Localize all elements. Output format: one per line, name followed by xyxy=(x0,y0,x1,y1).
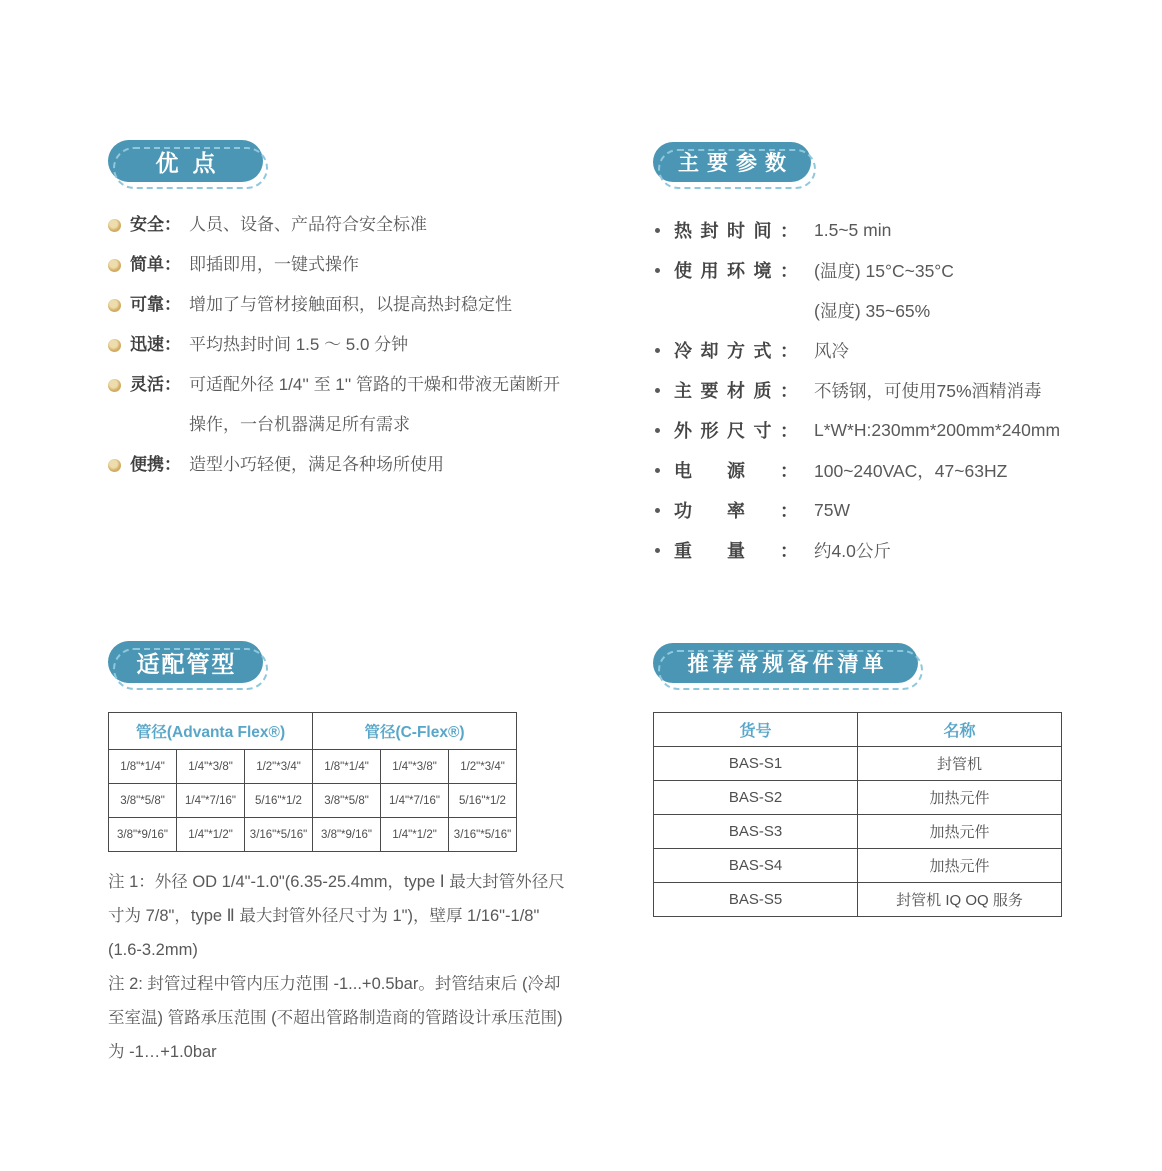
table-cell: BAS-S2 xyxy=(654,781,858,815)
parameter-row xyxy=(653,330,1143,370)
table-cell: 3/16"*5/16" xyxy=(245,818,313,852)
parameter-row xyxy=(653,450,1143,490)
parameters-section xyxy=(653,142,1143,570)
advantage-text: 增加了与管材接触面积，以提高热封稳定性 xyxy=(189,295,512,314)
advantage-text: 即插即用，一键式操作 xyxy=(189,255,359,274)
parameter-value: L*W*H:230mm*200mm*240mm xyxy=(814,419,1061,440)
table-cell: BAS-S1 xyxy=(654,747,858,781)
gold-bullet-icon xyxy=(108,379,121,392)
advantage-text: 造型小巧轻便，满足各种场所使用 xyxy=(189,455,444,474)
parameter-value: 约4.0公斤 xyxy=(814,540,891,561)
parameter-value: 75W xyxy=(814,499,850,520)
tubing-note: 注 1：外径 OD 1/4"-1.0"(6.35-25.4mm，type Ⅰ 最大封管外径尺寸为 7/8"，type Ⅱ 最大封管外径尺寸为 1")，壁厚 1/16"-1/8"(1.6-3.2mm) xyxy=(108,873,565,959)
table-cell: BAS-S5 xyxy=(654,883,858,917)
advantage-label: 灵活： xyxy=(130,375,181,394)
table-cell: 1/4"*7/16" xyxy=(381,784,449,818)
parameter-row xyxy=(653,410,1143,450)
advantages-title: 优点 xyxy=(155,149,230,176)
tubing-column-header: 管径(Advanta Flex®) xyxy=(109,713,313,750)
tubing-title: 适配管型 xyxy=(136,650,237,677)
advantage-text: 人员、设备、产品符合安全标准 xyxy=(189,215,427,234)
table-cell: 1/4"*3/8" xyxy=(177,750,245,784)
advantage-item xyxy=(108,365,590,445)
table-cell: 1/4"*1/2" xyxy=(381,818,449,852)
gold-bullet-icon xyxy=(108,219,121,232)
dot-bullet-icon xyxy=(655,228,660,233)
parameter-label: 外形尺寸： xyxy=(674,421,798,441)
advantage-label: 迅速： xyxy=(130,335,181,354)
parameter-value: 100~240VAC，47~63HZ xyxy=(814,460,1008,481)
dot-bullet-icon xyxy=(655,428,660,433)
parameter-row xyxy=(653,290,1143,330)
parameter-row xyxy=(653,250,1143,290)
tubing-badge xyxy=(108,641,263,683)
parameter-value: 1.5~5 min xyxy=(814,219,892,240)
dot-bullet-icon xyxy=(655,468,660,473)
spare-parts-badge xyxy=(653,643,918,683)
gold-bullet-icon xyxy=(108,299,121,312)
spare-parts-section xyxy=(653,643,1073,917)
table-cell: BAS-S3 xyxy=(654,815,858,849)
dot-bullet-icon xyxy=(655,268,660,273)
parameter-value: (温度) 15°C~35°C xyxy=(814,260,954,281)
advantage-item xyxy=(108,245,590,285)
parameter-value: (湿度) 35~65% xyxy=(814,300,931,321)
table-cell: 1/8"*1/4" xyxy=(109,750,177,784)
table-row xyxy=(654,815,1062,849)
table-cell: 1/4"*3/8" xyxy=(381,750,449,784)
advantages-badge xyxy=(108,140,263,182)
table-cell: 3/16"*5/16" xyxy=(449,818,517,852)
parameter-value: 不锈钢，可使用75%酒精消毒 xyxy=(814,380,1042,401)
table-cell: 5/16"*1/2 xyxy=(245,784,313,818)
table-cell: 1/2"*3/4" xyxy=(449,750,517,784)
spare-parts-table xyxy=(653,712,1062,917)
table-row xyxy=(109,818,517,852)
dot-bullet-icon xyxy=(655,388,660,393)
parameter-row xyxy=(653,490,1143,530)
tubing-header-row xyxy=(109,713,517,750)
parameter-label: 主要材质： xyxy=(674,381,798,401)
table-cell: 封管机 IQ OQ 服务 xyxy=(858,883,1062,917)
dot-bullet-icon xyxy=(655,348,660,353)
advantages-section xyxy=(108,140,590,485)
tubing-section xyxy=(108,641,566,1069)
gold-bullet-icon xyxy=(108,459,121,472)
table-cell: BAS-S4 xyxy=(654,849,858,883)
table-row xyxy=(654,781,1062,815)
table-cell: 3/8"*9/16" xyxy=(313,818,381,852)
parameter-value: 风冷 xyxy=(814,340,849,361)
parameters-title: 主要参数 xyxy=(678,152,794,175)
table-row xyxy=(109,750,517,784)
parameter-row xyxy=(653,210,1143,250)
table-row xyxy=(654,883,1062,917)
parameter-label: 冷却方式： xyxy=(674,341,798,361)
tubing-column-header: 管径(C-Flex®) xyxy=(313,713,517,750)
advantage-item xyxy=(108,205,590,245)
spare-parts-title: 推荐常规备件清单 xyxy=(687,653,888,676)
parameter-label: 功率： xyxy=(674,501,798,521)
parameter-label: 热封时间： xyxy=(674,221,798,241)
table-cell: 5/16"*1/2 xyxy=(449,784,517,818)
table-cell: 1/2"*3/4" xyxy=(245,750,313,784)
parts-header-row xyxy=(654,713,1062,747)
table-cell: 3/8"*9/16" xyxy=(109,818,177,852)
advantage-item xyxy=(108,285,590,325)
advantage-label: 安全： xyxy=(130,215,181,234)
table-cell: 加热元件 xyxy=(858,781,1062,815)
table-cell: 1/4"*1/2" xyxy=(177,818,245,852)
parameters-list xyxy=(653,210,1143,570)
parameter-row xyxy=(653,530,1143,570)
table-cell: 加热元件 xyxy=(858,849,1062,883)
gold-bullet-icon xyxy=(108,259,121,272)
dot-bullet-icon xyxy=(655,548,660,553)
table-cell: 3/8"*5/8" xyxy=(313,784,381,818)
advantage-item xyxy=(108,445,590,485)
table-cell: 封管机 xyxy=(858,747,1062,781)
table-row xyxy=(654,747,1062,781)
table-cell: 1/8"*1/4" xyxy=(313,750,381,784)
table-row xyxy=(654,849,1062,883)
parameter-label: 使用环境： xyxy=(674,261,798,281)
parameter-label: 电源： xyxy=(674,461,798,481)
advantage-label: 简单： xyxy=(130,255,181,274)
advantage-text: 可适配外径 1/4'' 至 1'' 管路的干燥和带液无菌断开操作，一台机器满足所有需求 xyxy=(189,375,560,434)
table-cell: 3/8"*5/8" xyxy=(109,784,177,818)
parameter-label: 重量： xyxy=(674,541,798,561)
advantages-list xyxy=(108,205,590,485)
table-row xyxy=(109,784,517,818)
advantage-label: 可靠： xyxy=(130,295,181,314)
parts-column-header: 名称 xyxy=(858,713,1062,747)
parts-column-header: 货号 xyxy=(654,713,858,747)
gold-bullet-icon xyxy=(108,339,121,352)
parameter-row xyxy=(653,370,1143,410)
table-cell: 1/4"*7/16" xyxy=(177,784,245,818)
table-cell: 加热元件 xyxy=(858,815,1062,849)
dot-bullet-icon xyxy=(655,508,660,513)
tubing-note: 注 2: 封管过程中管内压力范围 -1...+0.5bar。封管结束后 (冷却至室温) 管路承压范围 (不超出管路制造商的管踏设计承压范围) 为 -1…+1.0bar xyxy=(108,975,563,1061)
tubing-notes xyxy=(108,865,566,1069)
advantage-item xyxy=(108,325,590,365)
tubing-table xyxy=(108,712,517,852)
advantage-text: 平均热封时间 1.5 ～ 5.0 分钟 xyxy=(189,335,409,354)
parameters-badge xyxy=(653,142,811,182)
advantage-label: 便携： xyxy=(130,455,181,474)
